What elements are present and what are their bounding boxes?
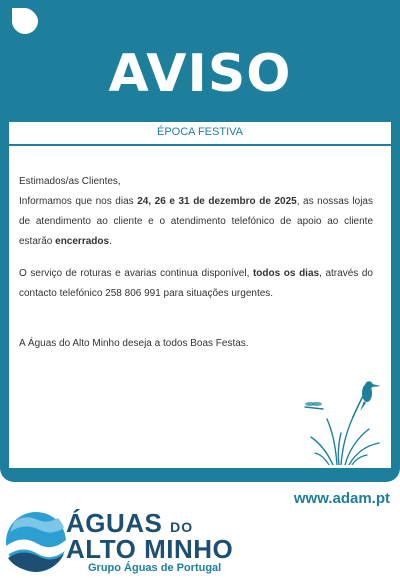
- headline: AVISO: [108, 44, 292, 104]
- closing-message: A Águas do Alto Minho deseja a todos Boas Festas.: [19, 338, 249, 349]
- paragraph-closure-dates: [19, 192, 373, 252]
- notice-panel: [9, 122, 391, 468]
- greeting: Estimados/as Clientes,: [19, 176, 121, 187]
- brand-word-do: DO: [170, 519, 194, 535]
- text-segment: .: [109, 236, 112, 247]
- brand-line-2: ALTO MINHO: [66, 534, 234, 564]
- aguas-do-alto-minho-logo-icon: [4, 510, 68, 574]
- text-segment: , as nossas lojas de atendimento ao cliente e o atendimento telefónico de apoio ao cliente estarão: [19, 196, 373, 247]
- brand-group-line: Grupo Águas de Portugal: [88, 562, 222, 574]
- paragraph-emergency-service: [19, 264, 373, 304]
- closure-dates: 24, 26 e 31 de dezembro de 2025: [137, 196, 297, 207]
- subtitle-divider: [9, 144, 391, 146]
- water-drop-icon: [10, 6, 40, 36]
- notice-subtitle: ÉPOCA FESTIVA: [157, 126, 243, 138]
- text-segment: Informamos que nos dias: [19, 196, 138, 207]
- closed-word: encerrados: [55, 236, 110, 247]
- text-segment: O serviço de roturas e avarias continua disponível,: [19, 268, 253, 279]
- text-segment: , através do contacto telefónico 258 806 991 para situações urgentes.: [19, 268, 373, 299]
- kingfisher-reeds-illustration: [297, 377, 387, 465]
- website-link[interactable]: www.adam.pt: [293, 490, 390, 507]
- every-day-emphasis: todos os dias: [252, 268, 320, 279]
- brand-word-aguas: ÁGUAS: [66, 508, 171, 538]
- notice-body: [19, 172, 373, 354]
